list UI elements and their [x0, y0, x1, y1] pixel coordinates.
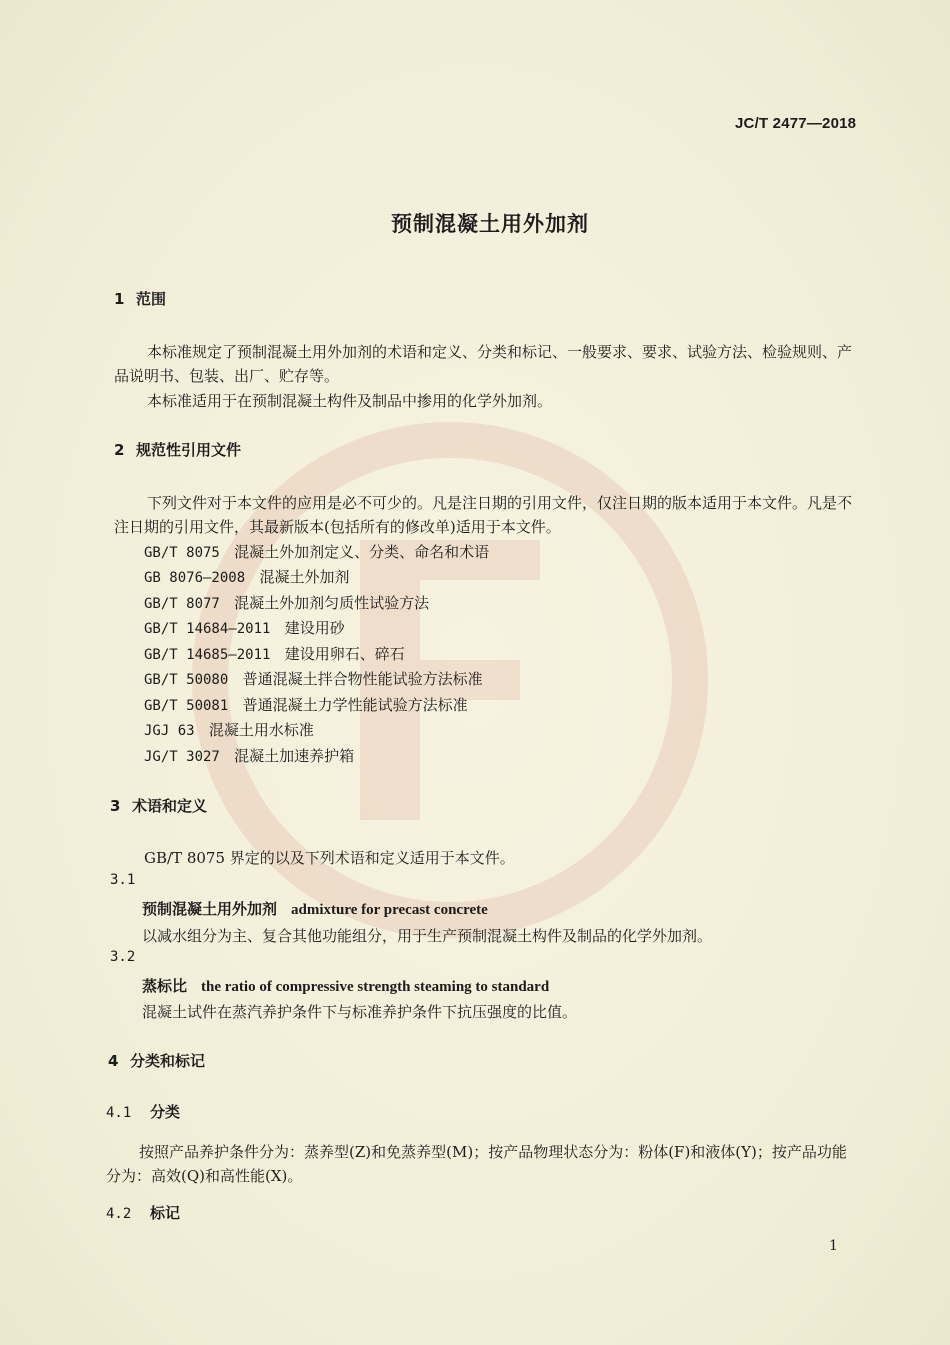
term-name-zh: 蒸标比: [142, 977, 188, 995]
section-title: 分类和标记: [130, 1052, 206, 1070]
reference-title: 混凝土用水标准: [208, 721, 314, 739]
page-number: 1: [829, 1238, 838, 1254]
reference-title: 混凝土外加剂匀质性试验方法: [234, 594, 430, 612]
reference-title: 普通混凝土拌合物性能试验方法标准: [242, 670, 483, 688]
reference-code: GB/T 50080: [144, 672, 229, 688]
section-number: 2: [114, 441, 125, 459]
scope-paragraph-1: 本标准规定了预制混凝土用外加剂的术语和定义、分类和标记、一般要求、要求、试验方法、检验规则、产品说明书、包装、出厂、贮存等。: [114, 343, 853, 385]
reference-title: 混凝土外加剂定义、分类、命名和术语: [234, 543, 490, 561]
reference-item: [144, 694, 468, 715]
reference-item: [144, 541, 489, 562]
section-1-heading: [114, 288, 166, 309]
reference-code: GB/T 8075: [144, 545, 220, 561]
reference-code: JG/T 3027: [144, 749, 220, 765]
section-number: 4: [108, 1052, 119, 1070]
reference-item: [144, 592, 429, 613]
section-3-heading: [110, 795, 207, 816]
section-number: 1: [114, 290, 125, 308]
reference-item: [144, 745, 354, 766]
subsection-4-2-heading: [106, 1202, 180, 1223]
reference-title: 建设用砂: [284, 619, 345, 637]
term-heading: [142, 898, 488, 919]
term-name-zh: 预制混凝土用外加剂: [142, 900, 278, 918]
term-number: 3.1: [110, 872, 136, 888]
terms-intro: GB/T 8075 界定的以及下列术语和定义适用于本文件。: [144, 849, 515, 867]
reference-item: [144, 566, 349, 587]
reference-code: JGJ 63: [144, 723, 195, 739]
section-2-heading: [114, 439, 241, 460]
reference-item: [144, 643, 405, 664]
term-number: 3.2: [110, 949, 136, 965]
subsection-title: 分类: [150, 1103, 181, 1121]
section-number: 3: [110, 797, 121, 815]
reference-code: GB/T 14684—2011: [144, 621, 271, 637]
term-name-en: the ratio of compressive strength steaming to standard: [201, 979, 550, 995]
term-definition: 混凝土试件在蒸汽养护条件下与标准养护条件下抗压强度的比值。: [142, 1003, 578, 1021]
section-title: 规范性引用文件: [136, 441, 242, 459]
reference-title: 混凝土外加剂: [259, 568, 350, 586]
term-name-en: admixture for precast concrete: [291, 902, 488, 918]
term-definition: 以减水组分为主、复合其他功能组分，用于生产预制混凝土构件及制品的化学外加剂。: [142, 927, 713, 945]
reference-item: [144, 668, 483, 689]
reference-code: GB 8076—2008: [144, 570, 246, 586]
subsection-4-1-heading: [106, 1101, 180, 1122]
section-title: 术语和定义: [132, 797, 208, 815]
reference-title: 普通混凝土力学性能试验方法标准: [242, 696, 468, 714]
classification-text: 按照产品养护条件分为：蒸养型(Z)和免蒸养型(M)；按产品物理状态分为：粉体(F)和液体(Y)；按产品功能分为：高效(Q)和高性能(X)。: [106, 1143, 847, 1185]
reference-code: GB/T 14685—2011: [144, 647, 271, 663]
document-title: 预制混凝土用外加剂: [391, 212, 589, 236]
reference-title: 混凝土加速养护箱: [234, 747, 355, 765]
reference-code: GB/T 8077: [144, 596, 220, 612]
reference-item: [144, 719, 314, 740]
reference-item: [144, 617, 345, 638]
section-title: 范围: [136, 290, 167, 308]
section-4-heading: [108, 1050, 205, 1071]
reference-title: 建设用卵石、碎石: [284, 645, 405, 663]
scope-paragraph-2: 本标准适用于在预制混凝土构件及制品中掺用的化学外加剂。: [147, 392, 553, 410]
subsection-number: 4.2: [106, 1206, 132, 1222]
standard-code: JC/T 2477—2018: [735, 115, 857, 132]
reference-code: GB/T 50081: [144, 698, 229, 714]
subsection-title: 标记: [150, 1204, 181, 1222]
term-heading: [142, 975, 549, 996]
references-intro: 下列文件对于本文件的应用是必不可少的。凡是注日期的引用文件，仅注日期的版本适用于本文件。凡是不注日期的引用文件，其最新版本(包括所有的修改单)适用于本文件。: [114, 494, 853, 536]
subsection-number: 4.1: [106, 1105, 132, 1121]
